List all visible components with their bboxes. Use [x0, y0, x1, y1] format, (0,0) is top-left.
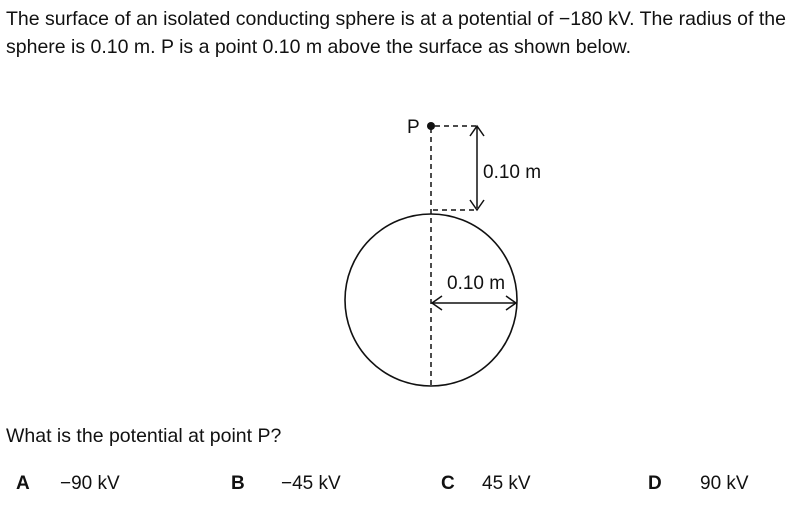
height-label: 0.10 m	[483, 162, 542, 183]
diagram-svg	[330, 108, 570, 398]
option-value: −90 kV	[60, 473, 120, 494]
option-letter: D	[648, 473, 662, 494]
option-letter: C	[441, 473, 455, 494]
question-stem: The surface of an isolated conducting sphere is at a potential of −180 kV. The radius of the sphere is 0.10 m. P is a point 0.10 m above the surface as shown below.	[6, 8, 786, 58]
question-prompt: What is the potential at point P?	[6, 425, 282, 447]
option-value: −45 kV	[281, 473, 341, 494]
point-p-label: P	[407, 117, 420, 138]
radius-label: 0.10 m	[447, 273, 506, 294]
option-value: 45 kV	[482, 473, 531, 494]
sphere-diagram	[330, 108, 570, 398]
option-letter: A	[16, 473, 30, 494]
option-letter: B	[231, 473, 245, 494]
option-value: 90 kV	[700, 473, 749, 494]
point-p-dot	[427, 122, 435, 130]
